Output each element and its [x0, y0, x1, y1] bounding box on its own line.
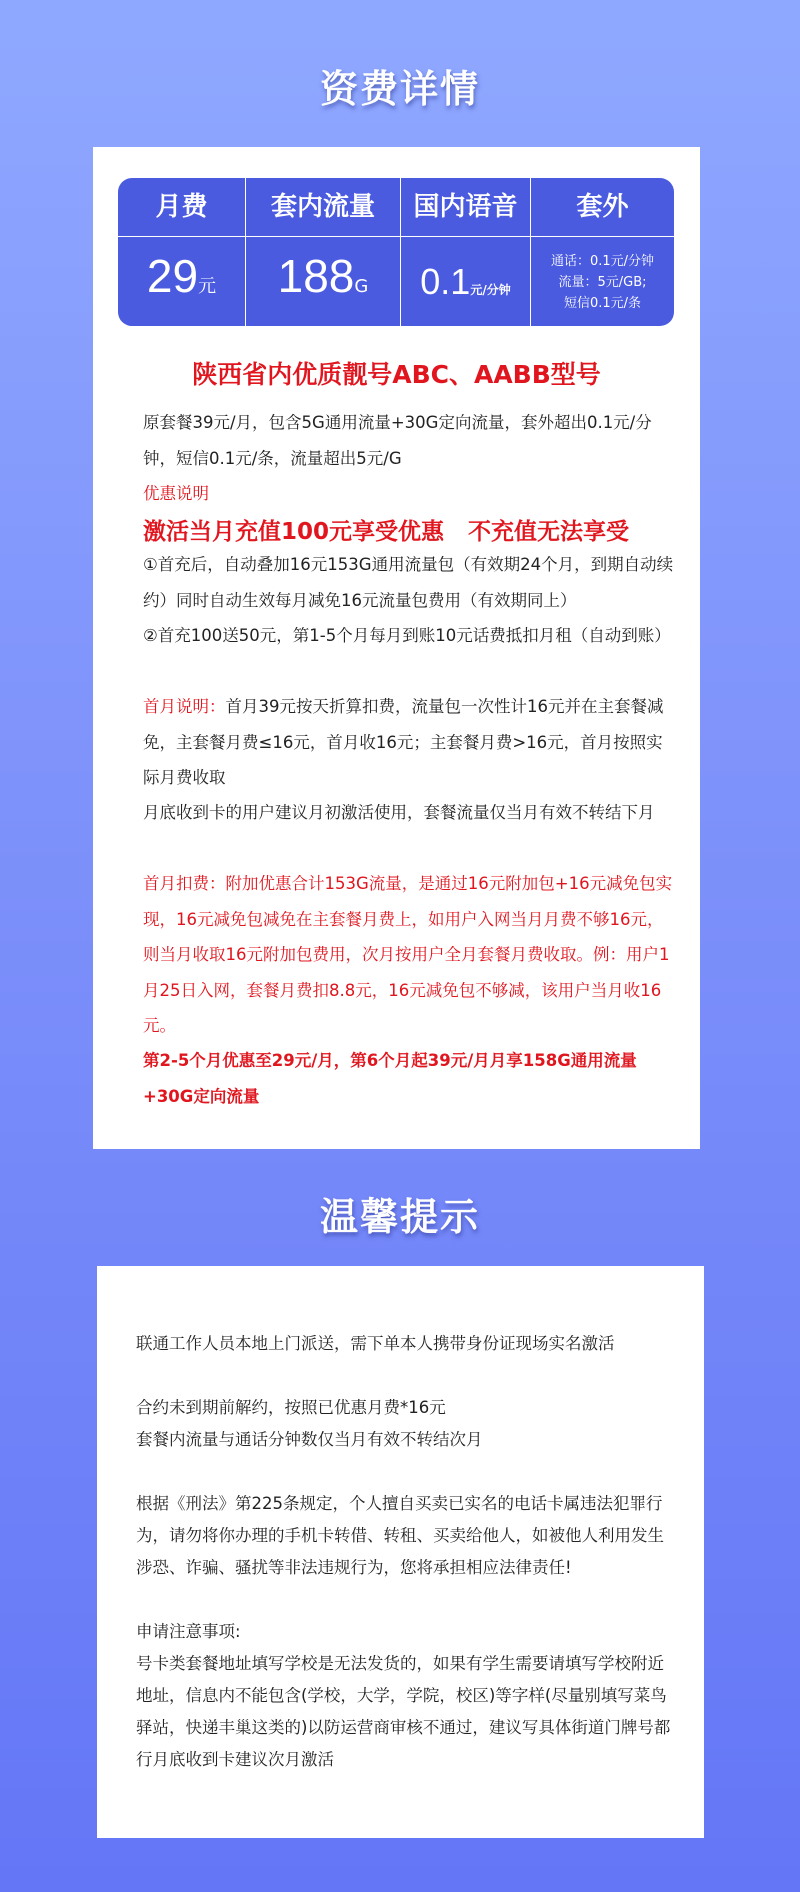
month-end-note: 月底收到卡的用户建议月初激活使用，套餐流量仅当月有效不转结下月	[143, 803, 655, 822]
fee-col-voice	[400, 178, 530, 326]
fee-table	[118, 178, 674, 326]
tip-notice-title: 申请注意事项:	[136, 1622, 241, 1641]
offer-label: 优惠说明	[143, 484, 209, 503]
offer-item-1: ①首充后，自动叠加16元153G通用流量包（有效期24个月，到期自动续约）同时自动生效每月减免16元流量包费用（有效期同上）	[143, 555, 674, 610]
section-title-tips: 温馨提示	[319, 1195, 480, 1239]
first-month-label: 首月说明：	[143, 697, 226, 716]
tip-data-validity: 套餐内流量与通话分钟数仅当月有效不转结次月	[136, 1430, 483, 1449]
fee-header-monthly: 月费	[118, 178, 245, 237]
tip-termination: 合约未到期前解约，按照已优惠月费*16元	[136, 1398, 446, 1417]
monthly-fee-unit: 元	[198, 276, 217, 297]
data-unit: G	[354, 276, 369, 297]
extra-call-rate: 通话：0.1元/分钟	[550, 254, 655, 269]
offer-headline: 激活当月充值100元享受优惠 不充值无法享受	[143, 519, 630, 545]
voice-value: 0.1	[420, 261, 471, 302]
summary-note: 第2-5个月优惠至29元/月，第6个月起39元/月月享158G通用流量+30G定向流量	[143, 1051, 637, 1106]
original-plan-text: 原套餐39元/月，包含5G通用流量+30G定向流量，套外超出0.1元/分钟，短信0.1元/条，流量超出5元/G	[143, 413, 652, 468]
tip-notice-text: 号卡类套餐地址填写学校是无法发货的，如果有学生需要请填写学校附近地址，信息内不能包含(学校，大学，学院，校区)等字样(尽量别填写菜鸟驿站，快递丰巢这类的)以防运营商审核不通过，建议写具体街道门牌号都行月底收到卡建议次月激活	[136, 1654, 671, 1769]
fee-details-card	[93, 147, 700, 1149]
data-value: 188	[277, 250, 355, 302]
fee-header-data: 套内流量	[246, 178, 400, 237]
first-deduct-note: 首月扣费：附加优惠合计153G流量，是通过16元附加包+16元减免包实现，16元减免包减免在主套餐月费上，如用户入网当月月费不够16元，则当月收取16元附加包费用，次月按用户全月套餐月费收取。例：用户1月25日入网，套餐月费扣8.8元，16元减免包不够减，该用户当月收16元。	[143, 874, 673, 1035]
fee-col-data	[245, 178, 400, 326]
fee-header-voice: 国内语音	[401, 178, 530, 237]
fee-header-extra: 套外	[531, 178, 674, 237]
first-month-text: 首月39元按天折算扣费，流量包一次性计16元并在主套餐减免，主套餐月费≤16元，首月收16元；主套餐月费>16元，首月按照实际月费收取	[143, 697, 664, 787]
monthly-fee-value: 29	[146, 250, 199, 302]
voice-unit: 元/分钟	[470, 283, 511, 297]
offer-item-2: ②首充100送50元，第1-5个月每月到账10元话费抵扣月租（自动到账）	[143, 626, 671, 645]
first-month-note	[143, 689, 678, 796]
tips-card	[97, 1266, 704, 1838]
fee-col-extra	[530, 178, 674, 326]
extra-data-rate: 流量：5元/GB;	[558, 275, 647, 290]
fee-col-monthly	[118, 178, 245, 326]
tip-law-warning: 根据《刑法》第225条规定，个人擅自买卖已实名的电话卡属违法犯罪行为，请勿将你办理的手机卡转借、转租、买卖给他人，如被他人利用发生涉恐、诈骗、骚扰等非法违规行为，您将承担相应法律责任!	[136, 1494, 664, 1577]
section-title-fee-details: 资费详情	[319, 67, 480, 111]
extra-sms-rate: 短信0.1元/条	[563, 296, 642, 311]
promo-title: 陕西省内优质靓号ABC、AABB型号	[192, 360, 601, 389]
tip-delivery: 联通工作人员本地上门派送，需下单本人携带身份证现场实名激活	[136, 1334, 615, 1353]
